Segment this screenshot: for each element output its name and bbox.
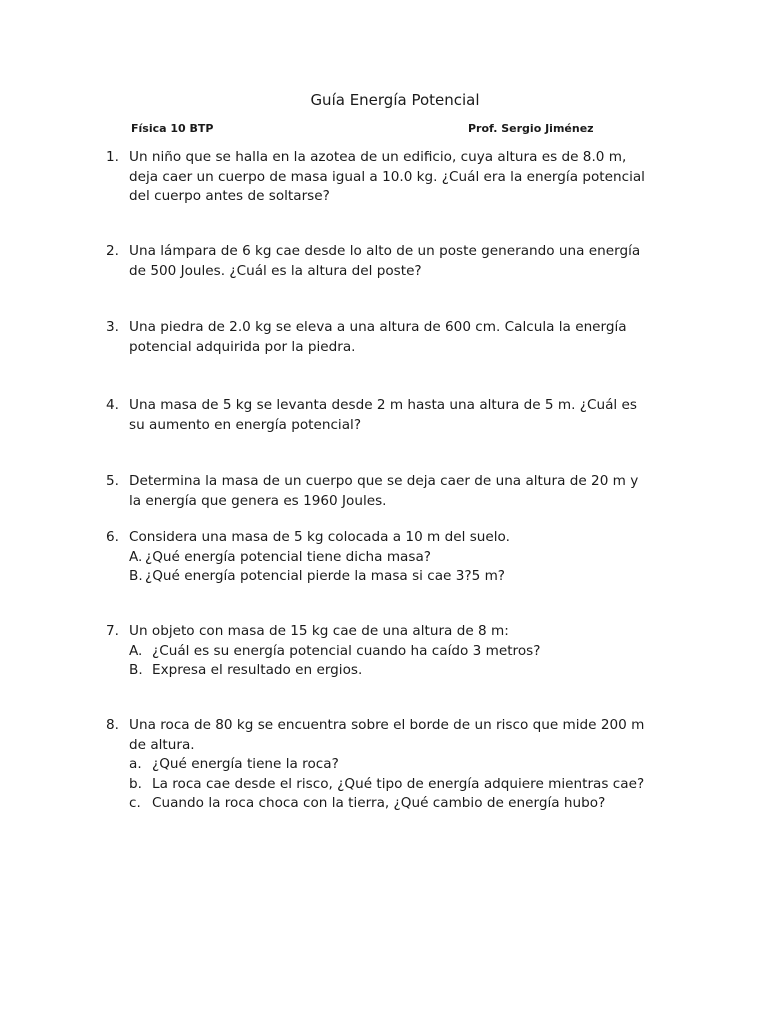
question-7 [106, 622, 666, 681]
sub-question-label: c. [129, 795, 141, 811]
question-number: 6. [106, 529, 119, 545]
question-text-line: Una piedra de 2.0 kg se eleva a una altura de 600 cm. Calcula la energía [129, 319, 627, 335]
question-text-line: Una masa de 5 kg se levanta desde 2 m hasta una altura de 5 m. ¿Cuál es [129, 397, 637, 413]
sub-question-label: A. [129, 548, 143, 565]
question-number: 5. [106, 473, 119, 489]
question-text-line: la energía que genera es 1960 Joules. [129, 492, 387, 509]
question-text-line: del cuerpo antes de soltarse? [129, 188, 330, 204]
sub-question-label: B. [129, 662, 143, 678]
question-number: 1. [106, 149, 119, 165]
sub-question [129, 567, 666, 587]
question-number: 2. [106, 243, 119, 259]
question-number: 3. [106, 319, 119, 335]
question-text-line: Determina la masa de un cuerpo que se deja caer de una altura de 20 m y [129, 473, 639, 489]
question-text-line: de altura. [129, 736, 195, 753]
sub-question [129, 755, 666, 775]
sub-question-label: A. [129, 642, 143, 659]
sub-question-text: Cuando la roca choca con la tierra, ¿Qué cambio de energía hubo? [152, 795, 606, 811]
course-label: Física 10 BTP [131, 122, 214, 135]
question-4 [106, 396, 666, 435]
question-text-line: Un objeto con masa de 15 kg cae de una altura de 8 m: [129, 623, 509, 639]
question-5 [106, 472, 666, 511]
question-number: 7. [106, 623, 119, 639]
question-number: 8. [106, 717, 119, 733]
sub-question-text: La roca cae desde el risco, ¿Qué tipo de energía adquiere mientras cae? [152, 775, 645, 792]
sub-question [129, 775, 666, 795]
question-text-line: su aumento en energía potencial? [129, 416, 362, 433]
question-number: 4. [106, 397, 119, 413]
sub-question-label: b. [129, 775, 142, 792]
question-1 [106, 148, 666, 207]
sub-question [129, 548, 666, 568]
sub-question-text: Expresa el resultado en ergios. [152, 662, 363, 678]
sub-question-label: B. [129, 568, 143, 584]
question-2 [106, 242, 666, 281]
teacher-label: Prof. Sergio Jiménez [468, 122, 594, 135]
question-text-line: Considera una masa de 5 kg colocada a 10 m del suelo. [129, 529, 510, 545]
question-text-line: deja caer un cuerpo de masa igual a 10.0 kg. ¿Cuál era la energía potencial [129, 168, 645, 185]
question-text-line: de 500 Joules. ¿Cuál es la altura del poste? [129, 262, 422, 279]
sub-question [129, 794, 666, 814]
sub-question-label: a. [129, 756, 142, 772]
question-3 [106, 318, 666, 357]
document-title: Guía Energía Potencial [310, 91, 480, 109]
question-text-line: Un niño que se halla en la azotea de un edificio, cuya altura es de 8.0 m, [129, 149, 627, 165]
question-text-line: Una roca de 80 kg se encuentra sobre el borde de un risco que mide 200 m [129, 717, 645, 733]
sub-question-text: ¿Qué energía potencial tiene dicha masa? [145, 548, 432, 565]
question-text-line: potencial adquirida por la piedra. [129, 338, 356, 355]
question-text-line: Una lámpara de 6 kg cae desde lo alto de un poste generando una energía [129, 243, 641, 259]
sub-question [129, 642, 666, 662]
question-8 [106, 716, 666, 814]
sub-question-text: ¿Qué energía tiene la roca? [152, 756, 339, 772]
sub-question-text: ¿Cuál es su energía potencial cuando ha caído 3 metros? [152, 642, 541, 659]
sub-question [129, 661, 666, 681]
question-6 [106, 528, 666, 587]
sub-question-text: ¿Qué energía potencial pierde la masa si cae 3?5 m? [145, 568, 506, 584]
